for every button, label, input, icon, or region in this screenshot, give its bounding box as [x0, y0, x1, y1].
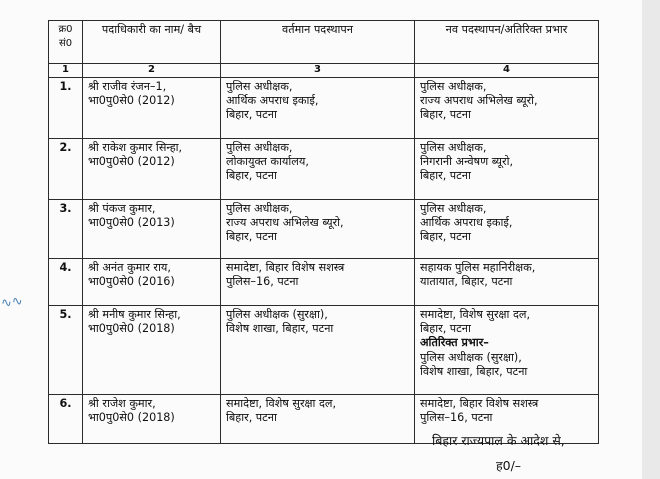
current-posting-line: बिहार, पटना: [226, 411, 277, 425]
table-row: [49, 258, 599, 305]
current-posting-line: पुलिस अधीक्षक (सुरक्षा),: [226, 307, 328, 321]
new-posting-line: पुलिस अधीक्षक,: [420, 79, 487, 93]
serial-number: 3.: [49, 199, 83, 258]
new-posting-line: समादेष्टा, बिहार विशेष सशस्त्र: [420, 396, 539, 410]
table-row: [49, 305, 599, 394]
current-posting-line: बिहार, पटना: [226, 108, 277, 122]
new-posting-line: बिहार, पटना: [420, 230, 471, 244]
officer-cell: [83, 258, 221, 305]
additional-charge-line: विशेष शाखा, बिहार, पटना: [420, 365, 528, 379]
current-posting-cell: [221, 199, 415, 258]
officer-batch: भा0पु0से0 (2012): [88, 155, 175, 169]
officer-cell: [83, 77, 221, 138]
officer-cell: [83, 199, 221, 258]
serial-number: 4.: [49, 258, 83, 305]
column-number: 2: [83, 64, 221, 78]
page-edge: [642, 0, 660, 479]
current-posting-line: पुलिस अधीक्षक,: [226, 79, 293, 93]
new-posting-cell: [415, 138, 599, 199]
current-posting-line: आर्थिक अपराध इकाई,: [226, 94, 319, 108]
posting-table: [48, 20, 599, 444]
officer-batch: भा0पु0से0 (2018): [88, 411, 175, 425]
current-posting-line: राज्य अपराध अभिलेख ब्यूरो,: [226, 216, 344, 230]
officer-batch: भा0पु0से0 (2018): [88, 322, 175, 336]
officer-name: श्री मनीष कुमार सिन्हा,: [88, 307, 181, 321]
current-posting-line: समादेष्टा, विशेष सुरक्षा दल,: [226, 396, 337, 410]
serial-number: 5.: [49, 305, 83, 394]
new-posting-line: बिहार, पटना: [420, 108, 471, 122]
serial-number: 6.: [49, 394, 83, 443]
new-posting-line: बिहार, पटना: [420, 169, 471, 183]
officer-batch: भा0पु0से0 (2012): [88, 94, 175, 108]
header-name-batch: पदाधिकारी का नाम/ बैच: [83, 21, 221, 64]
current-posting-line: पुलिस अधीक्षक,: [226, 201, 293, 215]
officer-name: श्री राकेश कुमार सिन्हा,: [88, 140, 183, 154]
current-posting-line: बिहार, पटना: [226, 169, 277, 183]
new-posting-cell: [415, 77, 599, 138]
header-sno: क्र0 सं0: [49, 21, 83, 64]
column-number-row: [49, 64, 599, 78]
scan-mark: ∿∿: [0, 293, 24, 312]
new-posting-cell: [415, 199, 599, 258]
new-posting-line: आर्थिक अपराध इकाई,: [420, 216, 513, 230]
header-new-posting: नव पदस्थापन/अतिरिक्त प्रभार: [415, 21, 599, 64]
current-posting-cell: [221, 305, 415, 394]
new-posting-cell: [415, 305, 599, 394]
current-posting-cell: [221, 77, 415, 138]
header-current-posting: वर्तमान पदस्थापन: [221, 21, 415, 64]
officer-batch: भा0पु0से0 (2013): [88, 216, 175, 230]
governor-order-line: बिहार राज्यपाल के आदेश से,: [432, 433, 565, 448]
serial-number: 2.: [49, 138, 83, 199]
new-posting-line: यातायात, बिहार, पटना: [420, 275, 513, 289]
officer-cell: [83, 138, 221, 199]
current-posting-line: बिहार, पटना: [226, 230, 277, 244]
officer-name: श्री राजेश कुमार,: [88, 396, 156, 410]
new-posting-line: पुलिस अधीक्षक,: [420, 201, 487, 215]
current-posting-line: समादेष्टा, बिहार विशेष सशस्त्र: [226, 260, 345, 274]
officer-name: श्री राजीव रंजन–1,: [88, 79, 167, 93]
current-posting-line: विशेष शाखा, बिहार, पटना: [226, 322, 334, 336]
column-number: 3: [221, 64, 415, 78]
new-posting-line: राज्य अपराध अभिलेख ब्यूरो,: [420, 94, 538, 108]
new-posting-line: बिहार, पटना: [420, 322, 471, 336]
new-posting-line: सहायक पुलिस महानिरीक्षक,: [420, 260, 536, 274]
column-number: 4: [415, 64, 599, 78]
table-row: [49, 77, 599, 138]
officer-cell: [83, 305, 221, 394]
table-row: [49, 199, 599, 258]
table-row: [49, 138, 599, 199]
officer-name: श्री अनंत कुमार राय,: [88, 260, 171, 274]
current-posting-line: पुलिस–16, पटना: [226, 275, 299, 289]
header-row: [49, 21, 599, 64]
current-posting-line: पुलिस अधीक्षक,: [226, 140, 293, 154]
current-posting-line: लोकायुक्त कार्यालय,: [226, 155, 309, 169]
new-posting-line: निगरानी अन्वेषण ब्यूरो,: [420, 155, 514, 169]
new-posting-line: समादेष्टा, विशेष सुरक्षा दल,: [420, 307, 531, 321]
new-posting-line: पुलिस अधीक्षक,: [420, 140, 487, 154]
current-posting-cell: [221, 258, 415, 305]
new-posting-cell: [415, 258, 599, 305]
officer-batch: भा0पु0से0 (2016): [88, 275, 175, 289]
current-posting-cell: [221, 138, 415, 199]
additional-charge-label: अतिरिक्त प्रभार–: [420, 336, 489, 350]
officer-name: श्री पंकज कुमार,: [88, 201, 156, 215]
current-posting-cell: [221, 394, 415, 443]
column-number: 1: [49, 64, 83, 78]
officer-cell: [83, 394, 221, 443]
serial-number: 1.: [49, 77, 83, 138]
signature-line: ह0/–: [496, 458, 522, 473]
additional-charge-line: पुलिस अधीक्षक (सुरक्षा),: [420, 350, 522, 364]
new-posting-line: पुलिस–16, पटना: [420, 411, 493, 425]
